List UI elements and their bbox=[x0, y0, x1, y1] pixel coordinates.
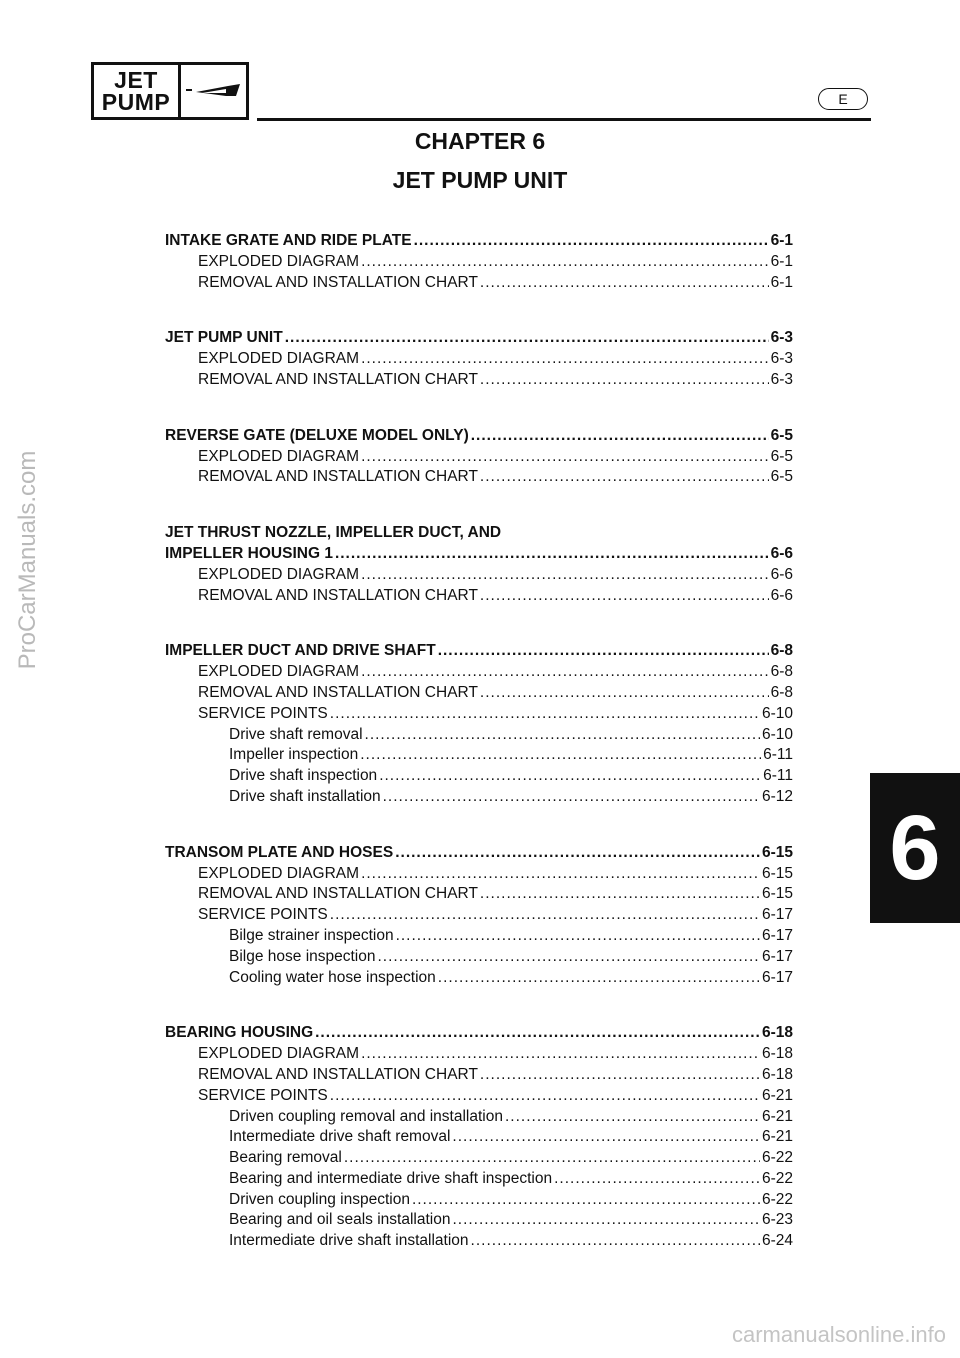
toc-subitem[interactable] bbox=[165, 1149, 793, 1170]
toc-subheading[interactable] bbox=[165, 865, 793, 886]
chapter-tab: 6 bbox=[870, 773, 960, 923]
toc-entry-title: TRANSOM PLATE AND HOSES bbox=[165, 843, 394, 861]
toc-subheading[interactable] bbox=[165, 350, 793, 371]
dot-leader bbox=[480, 1066, 760, 1084]
dot-leader bbox=[480, 274, 769, 292]
toc-entry-title: REMOVAL AND INSTALLATION CHART bbox=[198, 885, 478, 903]
toc-entry-title: REVERSE GATE (DELUXE MODEL ONLY) bbox=[165, 426, 469, 444]
dot-leader bbox=[395, 844, 760, 862]
toc-entry-title: IMPELLER HOUSING 1 bbox=[165, 544, 333, 562]
toc-page-number: 6-1 bbox=[770, 252, 793, 270]
toc-page-number: 6-10 bbox=[761, 725, 793, 743]
toc-entry-title: EXPLODED DIAGRAM bbox=[198, 1045, 360, 1063]
dot-leader bbox=[330, 906, 760, 924]
toc-page-number: 6-5 bbox=[770, 447, 793, 465]
toc-subitem[interactable] bbox=[165, 788, 793, 809]
dot-leader bbox=[452, 1211, 760, 1229]
dot-leader bbox=[471, 427, 769, 445]
toc-page-number: 6-3 bbox=[770, 329, 793, 347]
toc-subheading[interactable] bbox=[165, 371, 793, 392]
toc-entry-title: EXPLODED DIAGRAM bbox=[198, 350, 360, 368]
dot-leader bbox=[383, 788, 760, 806]
toc-page-number: 6-24 bbox=[761, 1232, 793, 1250]
toc-entry-title: Cooling water hose inspection bbox=[229, 968, 436, 986]
toc-section bbox=[165, 232, 793, 294]
dot-leader bbox=[361, 350, 769, 368]
toc-page-number: 6-5 bbox=[770, 426, 793, 444]
toc-subheading[interactable] bbox=[165, 1087, 793, 1108]
dot-leader bbox=[361, 448, 769, 466]
toc-entry-title: Bilge strainer inspection bbox=[229, 926, 394, 944]
header-rule bbox=[257, 118, 871, 121]
toc-entry-title: Drive shaft installation bbox=[229, 787, 381, 805]
toc-page-number: 6-1 bbox=[770, 273, 793, 291]
toc-subitem[interactable] bbox=[165, 746, 793, 767]
toc-page-number: 6-8 bbox=[770, 663, 793, 681]
dot-leader bbox=[505, 1108, 760, 1126]
chapter-title: JET PUMP UNIT bbox=[392, 167, 568, 193]
toc-page-number: 6-12 bbox=[761, 787, 793, 805]
toc-entry-title: Impeller inspection bbox=[229, 746, 359, 764]
toc-entry-title: EXPLODED DIAGRAM bbox=[198, 663, 360, 681]
dot-leader bbox=[414, 232, 769, 250]
toc-heading[interactable] bbox=[165, 844, 793, 865]
toc-subitem[interactable] bbox=[165, 1170, 793, 1191]
toc-heading[interactable] bbox=[165, 545, 793, 566]
dot-leader bbox=[378, 948, 760, 966]
toc-entry-title: REMOVAL AND INSTALLATION CHART bbox=[198, 586, 478, 604]
toc-heading[interactable] bbox=[165, 232, 793, 253]
dot-leader bbox=[396, 927, 760, 945]
dot-leader bbox=[452, 1128, 760, 1146]
toc-section bbox=[165, 642, 793, 808]
toc-page-number: 6-17 bbox=[761, 906, 793, 924]
toc-entry-title: SERVICE POINTS bbox=[198, 1086, 328, 1104]
toc-page-number: 6-17 bbox=[761, 926, 793, 944]
dot-leader bbox=[480, 885, 760, 903]
dot-leader bbox=[335, 545, 769, 563]
toc-page-number: 6-22 bbox=[761, 1149, 793, 1167]
toc-section bbox=[165, 1024, 793, 1253]
toc-page-number: 6-23 bbox=[761, 1211, 793, 1229]
toc-subheading[interactable] bbox=[165, 587, 793, 608]
toc-page-number: 6-8 bbox=[770, 642, 793, 660]
toc-page-number: 6-15 bbox=[761, 885, 793, 903]
toc-entry-title: REMOVAL AND INSTALLATION CHART bbox=[198, 273, 478, 291]
toc-entry-title: Bearing removal bbox=[229, 1149, 342, 1167]
toc-page-number: 6-6 bbox=[770, 586, 793, 604]
toc-subitem[interactable] bbox=[165, 1211, 793, 1232]
language-badge: E bbox=[818, 88, 868, 110]
toc-page-number: 6-11 bbox=[763, 746, 793, 764]
toc-subitem[interactable] bbox=[165, 767, 793, 788]
toc-section bbox=[165, 844, 793, 990]
toc-subheading[interactable] bbox=[165, 1066, 793, 1087]
toc-subheading[interactable] bbox=[165, 253, 793, 274]
toc-entry-title: Intermediate drive shaft installation bbox=[229, 1232, 469, 1250]
toc-entry-title: Intermediate drive shaft removal bbox=[229, 1128, 451, 1146]
toc-subheading[interactable] bbox=[165, 885, 793, 906]
toc-subitem[interactable] bbox=[165, 969, 793, 990]
dot-leader bbox=[360, 746, 761, 764]
dot-leader bbox=[344, 1149, 760, 1167]
toc-page-number: 6-6 bbox=[770, 565, 793, 583]
toc-entry-title: SERVICE POINTS bbox=[198, 704, 328, 722]
dot-leader bbox=[330, 705, 760, 723]
toc-entry-title: EXPLODED DIAGRAM bbox=[198, 252, 360, 270]
dot-leader bbox=[480, 587, 769, 605]
dot-leader bbox=[285, 329, 769, 347]
toc-section bbox=[165, 524, 793, 607]
toc-entry-title: REMOVAL AND INSTALLATION CHART bbox=[198, 468, 478, 486]
toc-page-number: 6-18 bbox=[761, 1065, 793, 1083]
toc-heading[interactable] bbox=[165, 329, 793, 350]
toc-subheading[interactable] bbox=[165, 1045, 793, 1066]
toc-entry-title: EXPLODED DIAGRAM bbox=[198, 447, 360, 465]
toc-page-number: 6-18 bbox=[761, 1024, 793, 1042]
dot-leader bbox=[315, 1024, 760, 1042]
dot-leader bbox=[379, 767, 761, 785]
toc-page-number: 6-11 bbox=[763, 767, 793, 785]
dot-leader bbox=[361, 663, 769, 681]
dot-leader bbox=[480, 468, 769, 486]
toc-heading[interactable] bbox=[165, 642, 793, 663]
dot-leader bbox=[471, 1232, 760, 1250]
toc-subitem[interactable] bbox=[165, 726, 793, 747]
toc-section bbox=[165, 329, 793, 391]
toc-page-number: 6-21 bbox=[761, 1128, 793, 1146]
side-watermark: ProCarManuals.com bbox=[14, 450, 41, 670]
toc-entry-title: IMPELLER DUCT AND DRIVE SHAFT bbox=[165, 642, 436, 660]
dot-leader bbox=[361, 1045, 760, 1063]
toc-heading[interactable] bbox=[165, 1024, 793, 1045]
toc-entry-title: BEARING HOUSING bbox=[165, 1024, 314, 1042]
dot-leader bbox=[365, 726, 760, 744]
toc-entry-title: REMOVAL AND INSTALLATION CHART bbox=[198, 1065, 478, 1083]
toc-subheading[interactable] bbox=[165, 274, 793, 295]
toc-subitem[interactable] bbox=[165, 1232, 793, 1253]
dot-leader bbox=[438, 969, 760, 987]
dot-leader bbox=[554, 1170, 760, 1188]
toc-subheading[interactable] bbox=[165, 705, 793, 726]
toc-subitem[interactable] bbox=[165, 1108, 793, 1129]
toc-heading[interactable] bbox=[165, 524, 793, 545]
toc-page-number: 6-3 bbox=[770, 350, 793, 368]
toc-entry-title: JET PUMP UNIT bbox=[165, 329, 283, 347]
toc-entry-title: Bilge hose inspection bbox=[229, 947, 376, 965]
toc-page-number: 6-3 bbox=[770, 370, 793, 388]
dot-leader bbox=[361, 865, 760, 883]
dot-leader bbox=[330, 1087, 760, 1105]
toc-page-number: 6-21 bbox=[761, 1107, 793, 1125]
toc-subitem[interactable] bbox=[165, 948, 793, 969]
toc-page-number: 6-21 bbox=[761, 1086, 793, 1104]
toc-page-number: 6-6 bbox=[770, 544, 793, 562]
toc-entry-title: Bearing and oil seals installation bbox=[229, 1211, 451, 1229]
toc-subheading[interactable] bbox=[165, 684, 793, 705]
table-of-contents bbox=[165, 232, 793, 1288]
logo-line-2: PUMP bbox=[101, 89, 171, 115]
toc-entry-title: INTAKE GRATE AND RIDE PLATE bbox=[165, 232, 412, 249]
toc-entry-title: Driven coupling removal and installation bbox=[229, 1107, 503, 1125]
toc-subitem[interactable] bbox=[165, 1128, 793, 1149]
chapter-number: CHAPTER 6 bbox=[414, 128, 546, 154]
toc-page-number: 6-17 bbox=[761, 968, 793, 986]
toc-page-number: 6-15 bbox=[761, 864, 793, 882]
dot-leader bbox=[480, 371, 769, 389]
toc-entry-title: Bearing and intermediate drive shaft inspection bbox=[229, 1169, 553, 1187]
toc-page-number: 6-22 bbox=[761, 1169, 793, 1187]
jet-pump-icon bbox=[181, 65, 246, 117]
toc-subheading[interactable] bbox=[165, 566, 793, 587]
toc-section bbox=[165, 427, 793, 489]
toc-entry-title: Drive shaft removal bbox=[229, 725, 363, 743]
toc-page-number: 6-15 bbox=[761, 843, 793, 861]
dot-leader bbox=[412, 1191, 760, 1209]
toc-subheading[interactable] bbox=[165, 468, 793, 489]
logo-line-1: JET bbox=[114, 67, 158, 93]
bottom-watermark: carmanualsonline.info bbox=[731, 1322, 946, 1347]
dot-leader bbox=[361, 566, 769, 584]
toc-entry-title: REMOVAL AND INSTALLATION CHART bbox=[198, 683, 478, 701]
dot-leader bbox=[480, 684, 769, 702]
toc-entry-title: SERVICE POINTS bbox=[198, 906, 328, 924]
logo-text bbox=[94, 65, 181, 117]
toc-page-number: 6-10 bbox=[761, 704, 793, 722]
toc-page-number: 6-5 bbox=[770, 468, 793, 486]
toc-page-number: 6-22 bbox=[761, 1190, 793, 1208]
toc-heading[interactable] bbox=[165, 427, 793, 448]
dot-leader bbox=[438, 642, 769, 660]
toc-entry-title: EXPLODED DIAGRAM bbox=[198, 864, 360, 882]
toc-page-number: 6-8 bbox=[770, 683, 793, 701]
toc-page-number: 6-1 bbox=[770, 232, 793, 249]
toc-entry-title: JET THRUST NOZZLE, IMPELLER DUCT, AND bbox=[165, 524, 502, 542]
toc-subheading[interactable] bbox=[165, 448, 793, 469]
toc-subitem[interactable] bbox=[165, 1191, 793, 1212]
toc-entry-title: Drive shaft inspection bbox=[229, 767, 378, 785]
toc-page-number: 6-17 bbox=[761, 947, 793, 965]
toc-entry-title: REMOVAL AND INSTALLATION CHART bbox=[198, 370, 478, 388]
toc-entry-title: EXPLODED DIAGRAM bbox=[198, 565, 360, 583]
toc-subheading[interactable] bbox=[165, 906, 793, 927]
toc-page-number: 6-18 bbox=[761, 1045, 793, 1063]
section-logo bbox=[91, 62, 249, 120]
dot-leader bbox=[361, 253, 769, 271]
toc-subitem[interactable] bbox=[165, 927, 793, 948]
toc-subheading[interactable] bbox=[165, 663, 793, 684]
toc-entry-title: Driven coupling inspection bbox=[229, 1190, 410, 1208]
